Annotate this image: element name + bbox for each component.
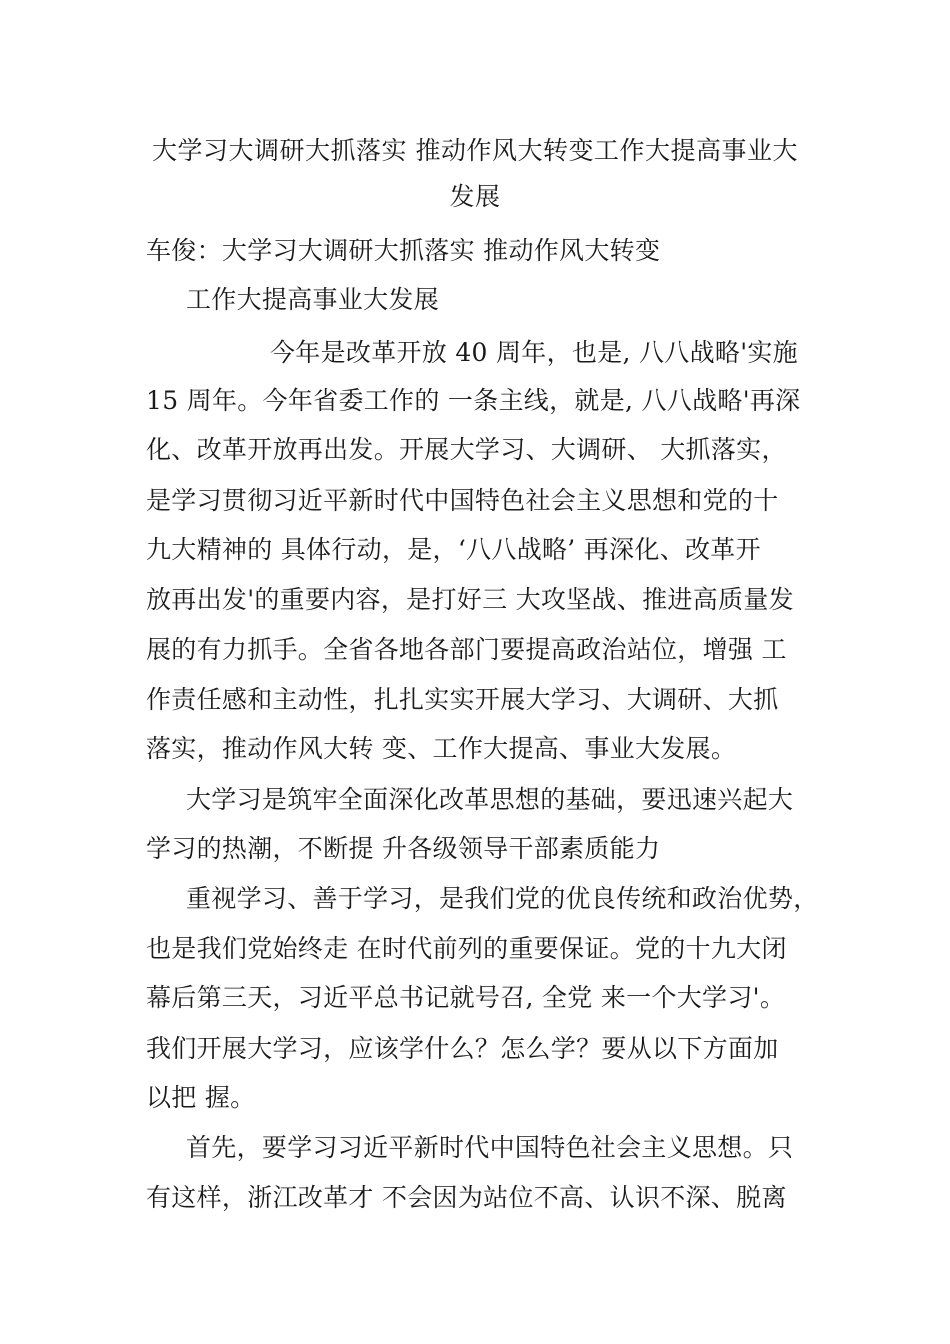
byline: 车俊：大学习大调研大抓落实 推动作风大转变 — [146, 236, 661, 265]
paragraph-3-line-4: 我们开展大学习，应该学什么？怎么学？要从以下方面加 — [146, 1034, 779, 1063]
subtitle: 工作大提高事业大发展 — [186, 285, 440, 314]
paragraph-1-line-7: 展的有力抓手。全省各地各部门要提高政治站位，增强 工 — [146, 635, 787, 664]
paragraph-4-line-2: 有这样，浙江改革才 不会因为站位不高、认识不深、脱离 — [146, 1183, 787, 1212]
paragraph-1-line-4: 是学习贯彻习近平新时代中国特色社会主义思想和党的十 — [146, 486, 779, 515]
paragraph-1-line-5: 九大精神的 具体行动，是，‘八八战略’ 再深化、改革开 — [146, 535, 761, 564]
paragraph-3-line-5: 以把 握。 — [146, 1083, 256, 1112]
paragraph-1-line-9: 落实，推动作风大转 变、工作大提高、事业大发展。 — [146, 734, 737, 763]
document-title — [120, 128, 830, 220]
paragraph-1-line-6: 放再出发'的重要内容，是打好三 大攻坚战、推进高质量发 — [146, 585, 794, 614]
paragraph-2-line-2: 学习的热潮，不断提 升各级领导干部素质能力 — [146, 834, 661, 863]
paragraph-1-line-1: 今年是改革开放 40 周年，也是, 八八战略'实施 — [270, 338, 798, 367]
title-line-2: 发展 — [449, 182, 501, 211]
paragraph-1-line-3: 化、改革开放再出发。开展大学习、大调研、 大抓落实， — [146, 435, 787, 464]
paragraph-3-line-3: 幕后第三天，习近平总书记就号召, 全党 来一个大学习'。 — [146, 983, 786, 1012]
title-line-1: 大学习大调研大抓落实 推动作风大转变工作大提高事业大 — [152, 136, 798, 165]
paragraph-3-line-2: 也是我们党始终走 在时代前列的重要保证。党的十九大闭 — [146, 934, 787, 963]
paragraph-2-line-1: 大学习是筑牢全面深化改革思想的基础，要迅速兴起大 — [186, 785, 794, 814]
paragraph-3-line-1: 重视学习、善于学习，是我们党的优良传统和政治优势， — [186, 884, 819, 913]
paragraph-4-line-1: 首先，要学习习近平新时代中国特色社会主义思想。只 — [186, 1133, 794, 1162]
paragraph-1-line-2: 15 周年。今年省委工作的 一条主线，就是, 八八战略'再深 — [146, 386, 801, 415]
paragraph-1-line-8: 作责任感和主动性，扎扎实实开展大学习、大调研、大抓 — [146, 685, 779, 714]
